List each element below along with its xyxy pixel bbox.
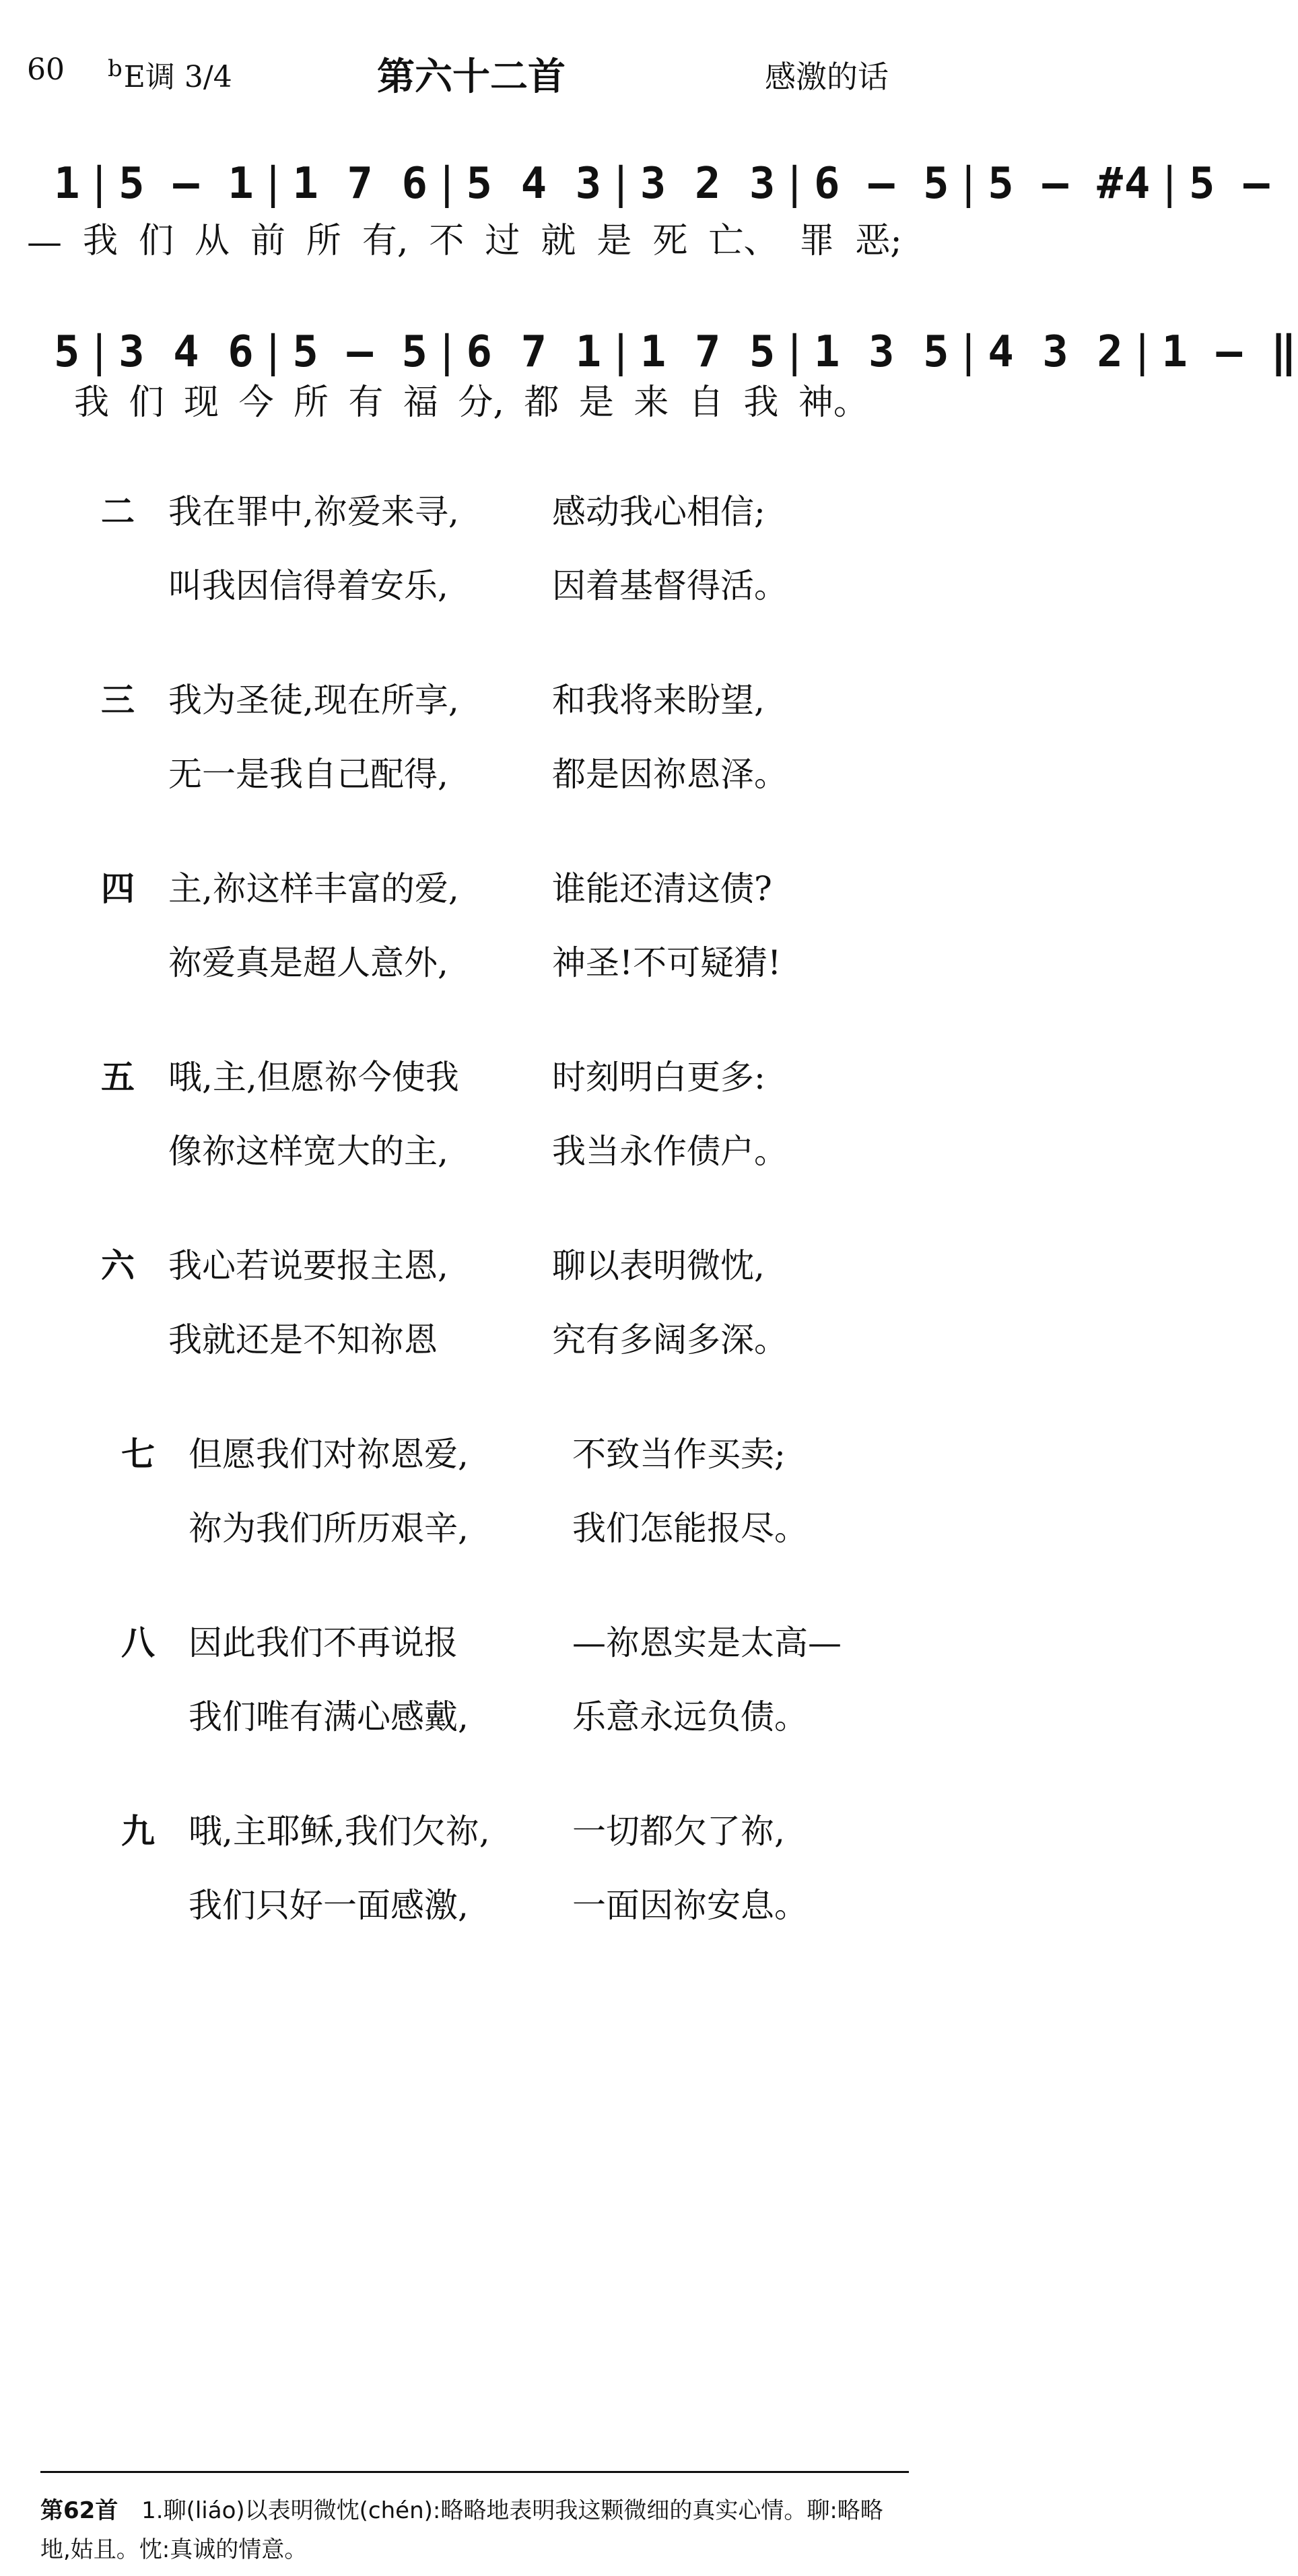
lyric-syllable: 就 [541, 221, 576, 261]
verse-line-a1: 我在罪中,祢爱来寻, [168, 492, 459, 531]
lyric-syllable: 有, [362, 221, 409, 261]
verse-line-b1: —祢恩实是太高— [572, 1623, 842, 1662]
line1-group: 6 – 5 [813, 159, 951, 209]
lyric-syllable: 来 [634, 382, 669, 423]
lyric-syllable: 们 [129, 382, 164, 423]
lyric-syllable: 现 [183, 382, 219, 423]
verse-number: 四 [101, 869, 135, 908]
verse-line-a2: 像祢这样宽大的主, [168, 1132, 448, 1171]
verse-number: 六 [101, 1246, 135, 1285]
verse-line-b1: 和我将来盼望, [552, 681, 765, 720]
section-title: 感激的话 [765, 59, 889, 95]
line2-group: 4 3 2 [988, 327, 1124, 377]
verse-line-a1: 因此我们不再说报 [189, 1623, 458, 1662]
lyric-syllable: 死 [652, 221, 688, 261]
verse-number: 五 [101, 1058, 135, 1097]
bar-line: | [961, 159, 978, 209]
verse-line-a1: 我为圣徒,现在所享, [168, 681, 459, 720]
verse-line-b2: 我当永作债户。 [552, 1132, 788, 1171]
line1-group: 5 4 3 [466, 159, 603, 209]
footnote [40, 2491, 909, 2569]
line1-group: 3 2 3 [640, 159, 777, 209]
lyric-syllable: 我 [743, 382, 779, 423]
lyric-syllable: 亡、 [708, 221, 779, 261]
music-line-2 [54, 316, 1298, 377]
bar-line: | [787, 327, 803, 377]
verse-line-b1: 时刻明白更多: [552, 1058, 765, 1097]
verse-line-b1: 感动我心相信; [552, 492, 765, 531]
line1-group: 5 – 1 [118, 159, 255, 209]
verse-line-b2: 我们怎能报尽。 [572, 1509, 808, 1548]
line2-group: 5 [54, 327, 81, 377]
verse-line-a1: 我心若说要报主恩, [168, 1246, 448, 1285]
bar-line: | [92, 159, 108, 209]
page-number: 60 [27, 53, 65, 87]
verse-line-a2: 我们只好一面感激, [189, 1886, 469, 1925]
lyric-syllable: 前 [250, 221, 285, 261]
verse-line-a2: 我就还是不知祢恩 [168, 1320, 438, 1359]
line2-group: 1 7 5 [640, 327, 777, 377]
verse-line-b2: 乐意永远负债。 [572, 1697, 808, 1736]
flat-sign: b [108, 55, 123, 82]
verse-line-a2: 叫我因信得着安乐, [168, 566, 448, 605]
lyric-syllable: 有 [348, 382, 384, 423]
verse-line-b1: 聊以表明微忱, [552, 1246, 765, 1285]
bar-line: | [439, 159, 456, 209]
lyric-syllable: 分, [458, 382, 504, 423]
lyric-syllable: 今 [238, 382, 274, 423]
music-line-1 [54, 148, 1271, 209]
verse-line-b2: 因着基督得活。 [552, 566, 788, 605]
line1-group: 1 [54, 159, 81, 209]
lyric-syllable: 是 [578, 382, 614, 423]
bar-line: | [265, 327, 282, 377]
lyric-syllable: 恶; [855, 221, 902, 261]
footnote-text: 1.聊(liáo)以表明微忱(chén):略略地表明我这颗微细的真实心情。聊:略略地,姑且。忱:真诚的情意。 [40, 2497, 883, 2563]
key-text: E调 3/4 [123, 60, 232, 94]
verse-number: 八 [121, 1623, 155, 1662]
bar-line: | [92, 327, 108, 377]
lyric-syllable: 罪 [799, 221, 835, 261]
line1-group: 1 7 6 [292, 159, 429, 209]
bar-line: | [961, 327, 978, 377]
verse-line-a2: 无一是我自己配得, [168, 755, 448, 794]
footnote-divider [40, 2471, 909, 2473]
verse-line-b1: 不致当作买卖; [572, 1435, 786, 1474]
verse-line-b2: 都是因祢恩泽。 [552, 755, 788, 794]
verse-line-b1: 谁能还清这债? [552, 869, 772, 908]
line2-group: 5 – 5 [292, 327, 429, 377]
lyric-syllable: 不 [429, 221, 465, 261]
verse-number: 二 [101, 492, 135, 531]
verse-line-a2: 祢为我们所历艰辛, [189, 1509, 469, 1548]
verse-line-b2: 究有多阔多深。 [552, 1320, 788, 1359]
hymn-title: 第六十二首 [377, 55, 566, 99]
lyric-syllable: 从 [194, 221, 230, 261]
line2-group: 3 4 6 [118, 327, 255, 377]
lyric-syllable: 们 [138, 221, 174, 261]
verse-line-a1: 哦,主耶稣,我们欠祢, [189, 1812, 490, 1851]
bar-line: | [787, 159, 803, 209]
lyric-syllable: 是 [596, 221, 632, 261]
bar-line: | [439, 327, 456, 377]
verse-line-a2: 祢爱真是超人意外, [168, 943, 448, 982]
verse-line-a2: 我们唯有满心感戴, [189, 1697, 469, 1736]
verse-line-a1: 哦,主,但愿祢今使我 [168, 1058, 459, 1097]
line1-group: 5 – [1188, 159, 1271, 209]
verse-line-b1: 一切都欠了祢, [572, 1812, 785, 1851]
lyric-line-1 [27, 215, 902, 263]
lyric-syllable: 神。 [798, 382, 868, 423]
line1-group: 5 – #4 [988, 159, 1152, 209]
lyric-syllable: 自 [688, 382, 724, 423]
lyric-line-2 [74, 377, 868, 424]
line2-group: 6 7 1 [466, 327, 603, 377]
bar-line: | [1134, 327, 1151, 377]
bar-line: | [613, 327, 629, 377]
lyric-syllable: 福 [403, 382, 438, 423]
lyric-syllable: 所 [293, 382, 329, 423]
verse-line-b2: 神圣!不可疑猜! [552, 943, 782, 982]
lyric-syllable: — [27, 222, 62, 263]
verse-number: 九 [121, 1812, 155, 1851]
bar-line: | [613, 159, 629, 209]
bar-line: | [265, 159, 282, 209]
bar-line: | [1162, 159, 1178, 209]
verse-line-a1: 但愿我们对祢恩爱, [189, 1435, 469, 1474]
verse-number: 三 [101, 681, 135, 720]
lyric-syllable: 我 [74, 382, 110, 423]
footnote-head: 第62首 [40, 2497, 118, 2524]
line2-group: 1 3 5 [813, 327, 951, 377]
lyric-syllable: 所 [306, 221, 341, 261]
line2-group: 1 – ‖ [1161, 327, 1298, 377]
verse-line-b2: 一面因祢安息。 [572, 1886, 808, 1925]
lyric-syllable: 我 [82, 221, 118, 261]
verse-number: 七 [121, 1435, 155, 1474]
verse-line-a1: 主,祢这样丰富的爱, [168, 869, 459, 908]
lyric-syllable: 过 [485, 221, 520, 261]
lyric-syllable: 都 [524, 382, 559, 423]
